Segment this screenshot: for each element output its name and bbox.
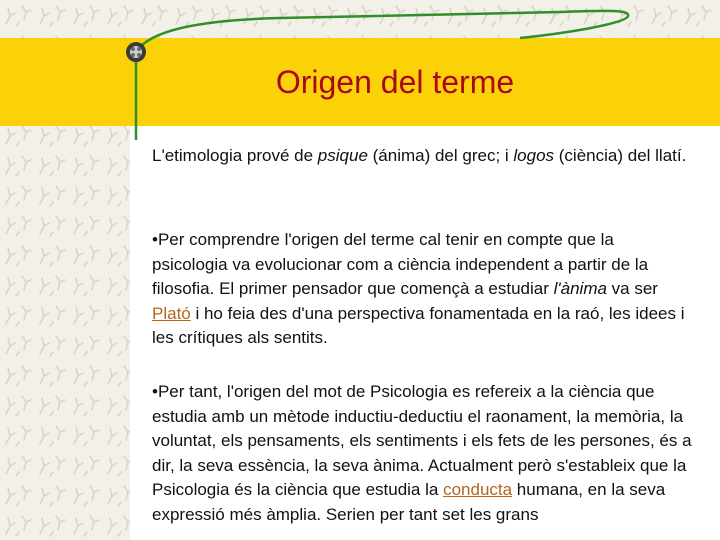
term-psique: psique: [317, 146, 368, 165]
link-plato[interactable]: Plató: [152, 303, 191, 323]
term-logos: logos: [513, 146, 555, 165]
ornament-ball-icon: [126, 42, 146, 62]
paragraph-definition: •Per tant, l'origen del mot de Psicologia es refereix a la ciència que estudia amb un mètode inductiu-deductiu el raonament, la memòria, la voluntat, els pensaments, els sentiments i els fets de les persones, és a dir, la seva essència, la seva ànima. Actualment però s'estableix que la Psicologia és la ciència que estudia la conducta humana, en la seva expressió més àmplia. Serien per tant set les grans: [152, 382, 692, 524]
slide-title: Origen del terme: [275, 64, 515, 100]
term-anima: l'ànima: [553, 279, 607, 299]
link-conducta[interactable]: conducta: [443, 480, 513, 500]
paragraph-origin: •Per comprendre l'origen del terme cal tenir en compte que la psicologia va evolucionar com a ciència independent a partir de la filosofia. El primer pensador que començà a estudiar l'ànima va ser Plató i ho feia des d'una perspectiva fonamentada en la raó, les idees i les crítiques als sentits.: [152, 230, 685, 348]
paragraph-etymology: L'etimologia prové de psique (ánima) del grec; i logos (ciència) del llatí.: [152, 146, 687, 165]
